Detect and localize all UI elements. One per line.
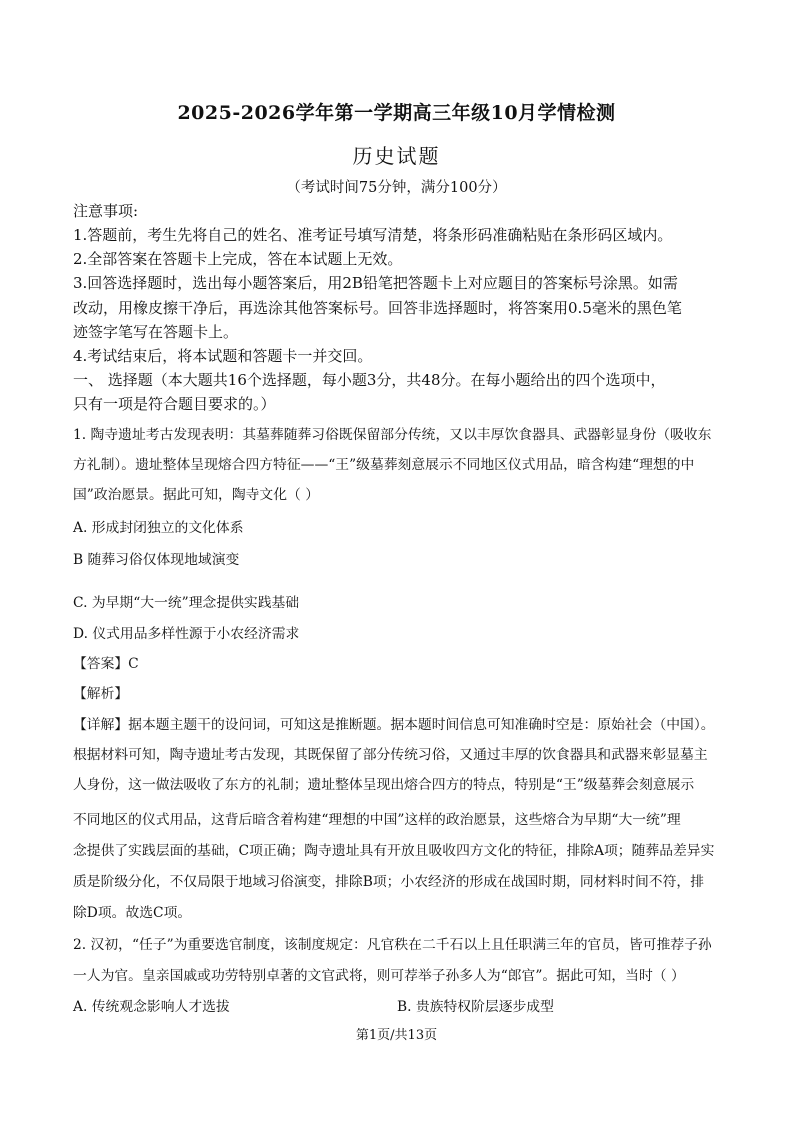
- question-stem-line: 国”政治愿景。据此可知，陶寺文化（ ）: [73, 487, 319, 503]
- question-stem-line: 1. 陶寺遗址考古发现表明：其墓葬随葬习俗既保留部分传统，又以丰厚饮食器具、武器彰显身份（吸收东: [73, 427, 712, 443]
- analysis-line: 【详解】据本题主题干的设问词，可知这是推断题。据本题时间信息可知准确时空是：原始社会（中国）。: [73, 717, 715, 733]
- option-d: D. 仪式用品多样性源于小农经济需求: [73, 626, 300, 642]
- analysis-line: 不同地区的仪式用品，这背后暗含着构建“理想的中国”这样的政治愿景，这些熔合为早期“大一统”理: [73, 812, 681, 828]
- question-stem-line: 2. 汉初，“任子”为重要选官制度，该制度规定：凡官秩在二千石以上且任职满三年的官员，皆可推荐子孙: [73, 937, 712, 953]
- question-stem-line: 方礼制）。遗址整体呈现熔合四方特征——“王”级墓葬刻意展示不同地区仪式用品，暗含构建“理想的中: [73, 457, 695, 473]
- option-a: A. 传统观念影响人才选拔: [73, 999, 230, 1015]
- analysis-line: 人身份，这一做法吸收了东方的礼制；遗址整体呈现出熔合四方的特点，特别是“王”级墓葬会刻意展示: [73, 777, 695, 793]
- answer-label: 【答案】C: [73, 656, 139, 672]
- option-b: B. 贵族特权阶层逐步成型: [397, 999, 554, 1015]
- analysis-line: 根据材料可知，陶寺遗址考古发现，其既保留了部分传统习俗，又通过丰厚的饮食器具和武器来彰显墓主: [73, 747, 708, 763]
- analysis-line: 除D项。故选C项。: [73, 905, 192, 921]
- notice-item: 2.全部答案在答题卡上完成，答在本试题上无效。: [73, 250, 403, 268]
- notice-heading: 注意事项:: [73, 202, 139, 220]
- notice-item: 3.回答选择题时，选出每小题答案后，用2B铅笔把答题卡上对应题目的答案标号涂黑。如需: [73, 274, 678, 292]
- option-c: C. 为早期“大一统”理念提供实践基础: [73, 595, 300, 611]
- analysis-line: 念提供了实践层面的基础，C项正确；陶寺遗址具有开放且吸收四方文化的特征，排除A项；随葬品差异实: [73, 843, 715, 859]
- analysis-label: 【解析】: [73, 686, 129, 702]
- question-stem-line: 一人为官。皇亲国戚或功劳特别卓著的文官武将，则可荐举子孙多人为“郎官”。据此可知，当时（ ）: [73, 968, 685, 984]
- section-heading: 一、 选择题（本大题共16个选择题，每小题3分，共48分。在每小题给出的四个选项中，: [73, 371, 666, 389]
- notice-item: 4.考试结束后，将本试题和答题卡一并交回。: [73, 347, 373, 365]
- exam-time-info: （考试时间75分钟，满分100分）: [286, 180, 507, 196]
- analysis-line: 质是阶级分化，不仅局限于地域习俗演变，排除B项；小农经济的形成在战国时期，同材料时间不符，排: [73, 874, 704, 890]
- notice-item: 改动，用橡皮擦干净后，再选涂其他答案标号。回答非选择题时，将答案用0.5毫米的黑色笔: [73, 299, 682, 317]
- option-a: A. 形成封闭独立的文化体系: [73, 520, 244, 536]
- notice-item: 1.答题前，考生先将自己的姓名、准考证号填写清楚，将条形码准确粘贴在条形码区域内。: [73, 226, 673, 244]
- page-footer: 第1页/共13页: [355, 1028, 438, 1043]
- subject-title: 历史试题: [352, 144, 441, 168]
- section-heading-cont: 只有一项是符合题目要求的。）: [73, 395, 276, 413]
- option-b: B 随葬习俗仅体现地域演变: [73, 552, 240, 568]
- exam-title: 2025-2026学年第一学期高三年级10月学情检测: [177, 102, 616, 124]
- notice-item: 迹签字笔写在答题卡上。: [73, 323, 239, 341]
